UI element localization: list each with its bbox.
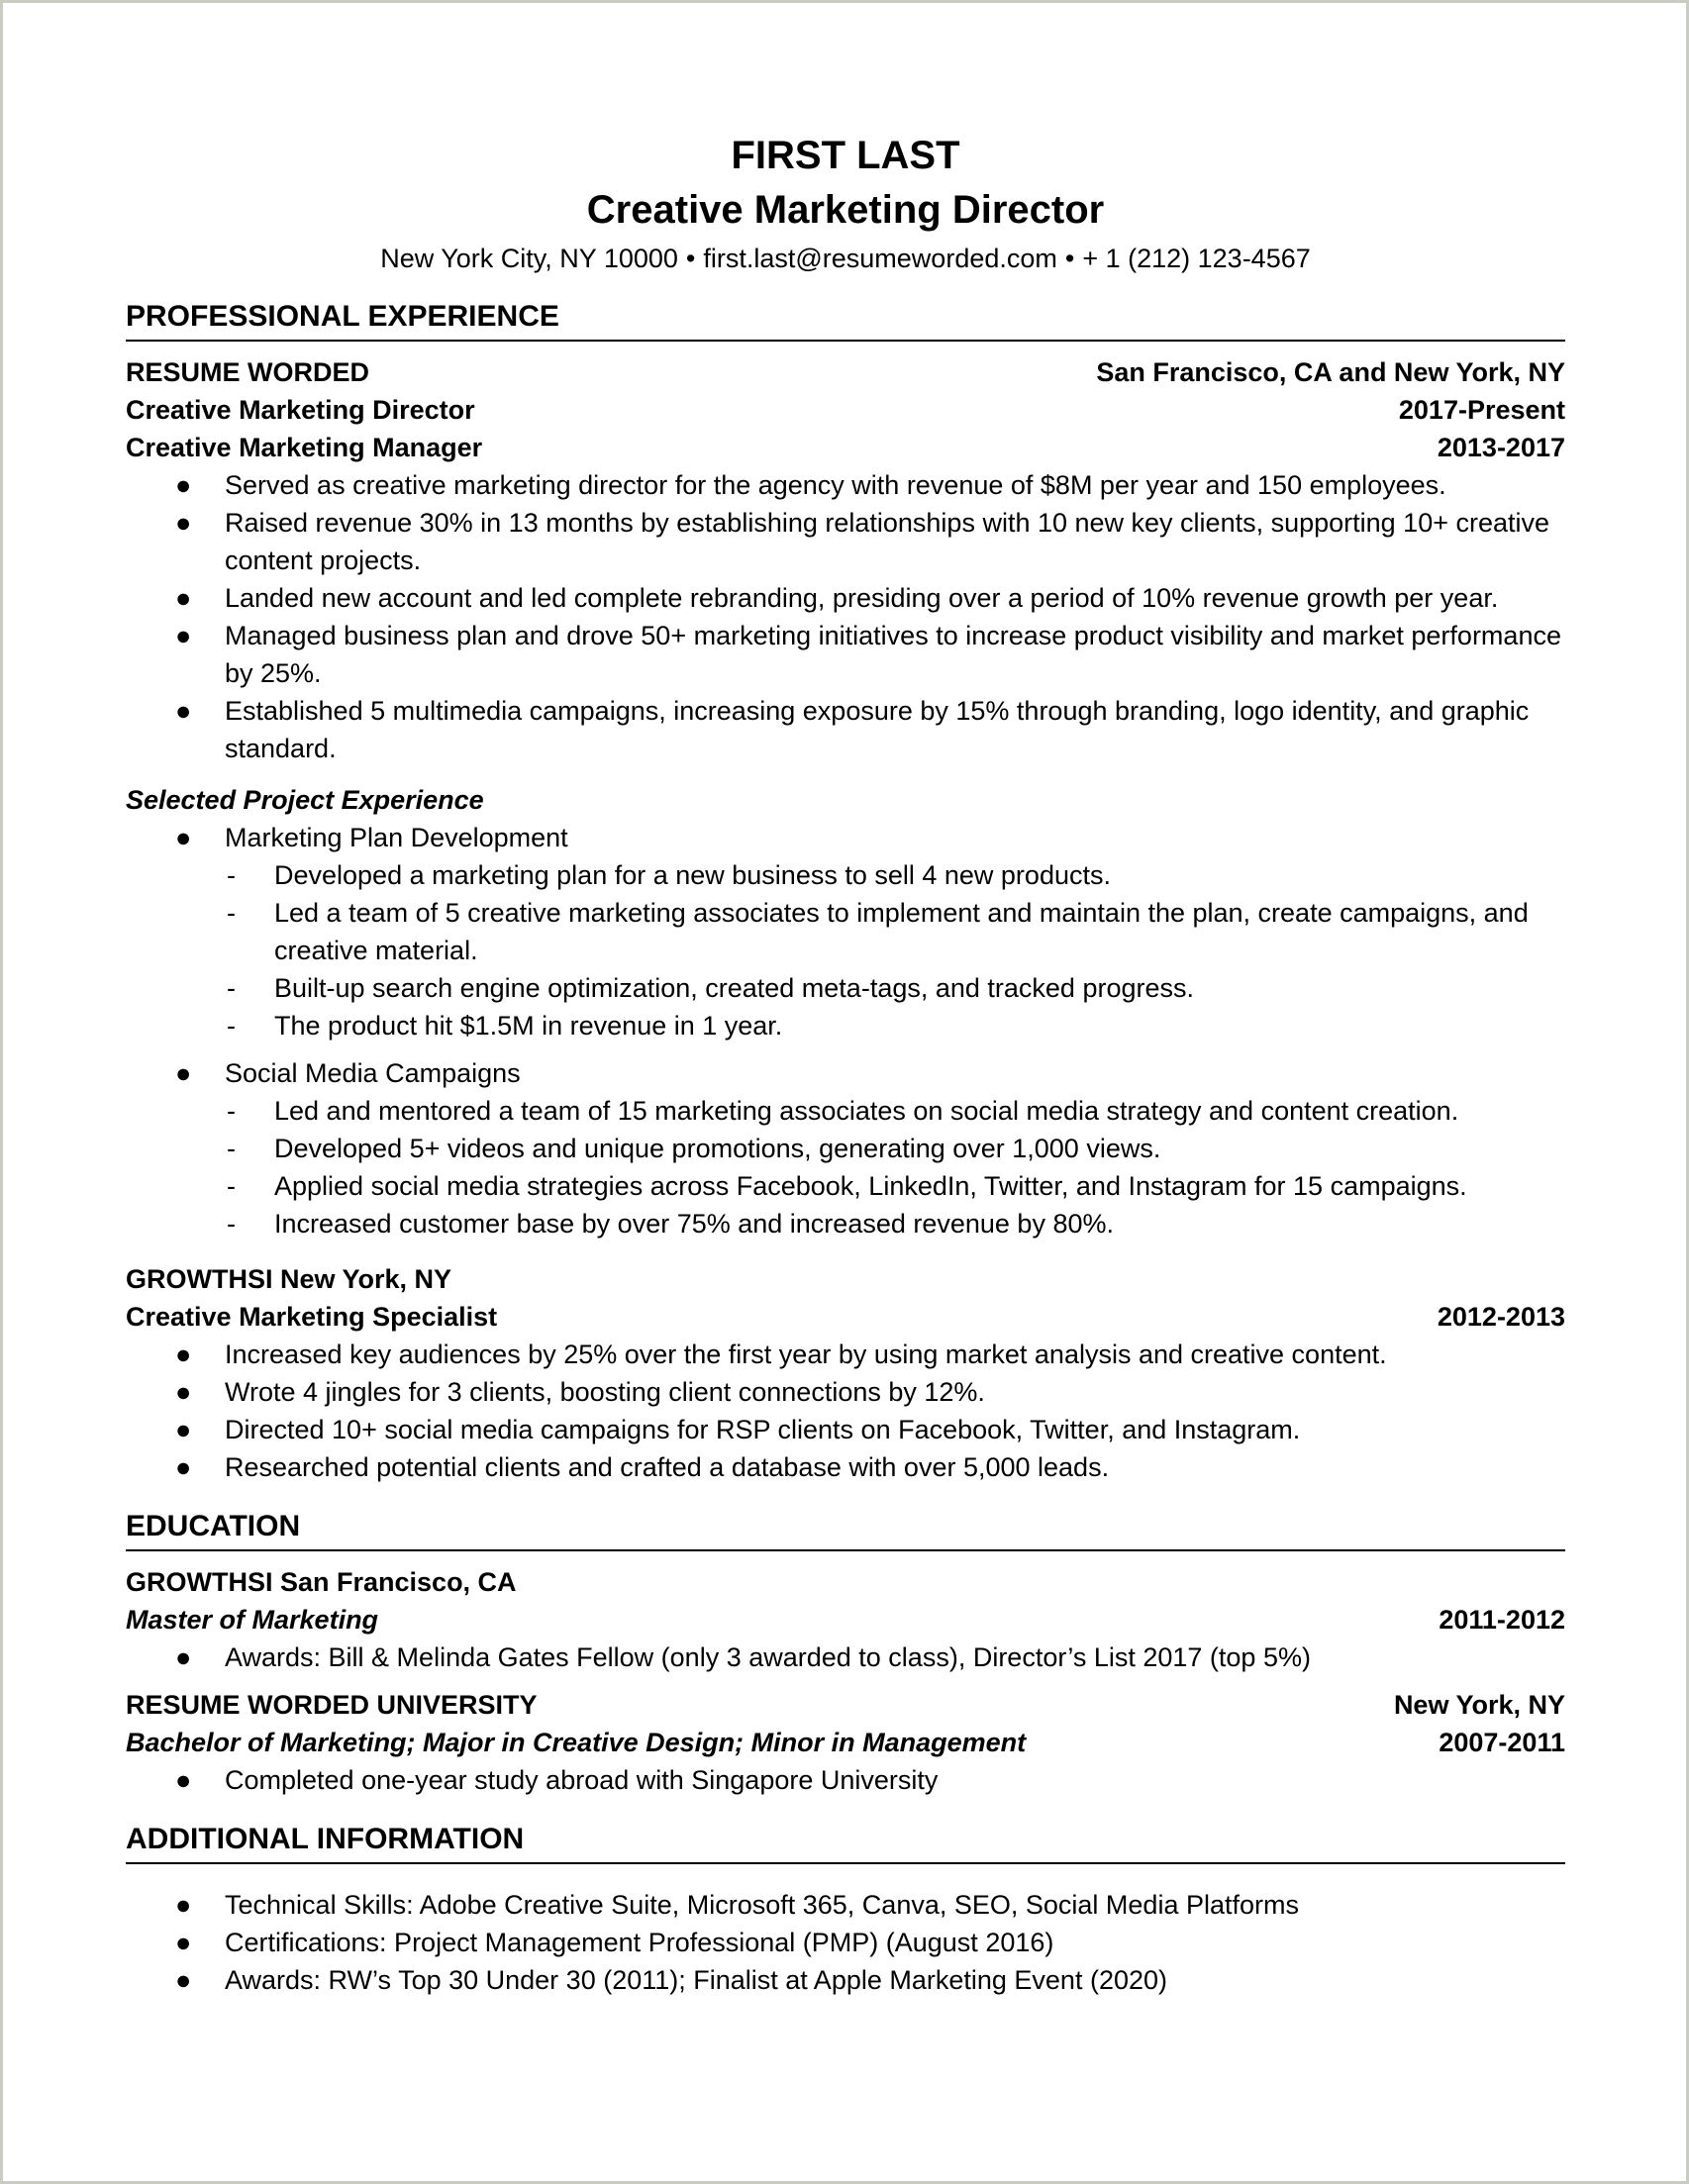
job-header-row: [126, 353, 1565, 391]
list-item: ● Raised revenue 30% in 13 months by establishing relationships with 10 new key clients, supporting 10+ creative content projects.: [126, 504, 1565, 579]
project-detail-list: [126, 1092, 1565, 1242]
degree-row: [126, 1724, 1565, 1761]
bullet-icon: ●: [175, 1890, 192, 1920]
list-item: ● Directed 10+ social media campaigns for RSP clients on Facebook, Twitter, and Instagram.: [126, 1411, 1565, 1448]
company-name: RESUME WORDED: [126, 357, 370, 387]
project-list: [126, 1054, 1565, 1092]
role-dates: 2012-2013: [1437, 1302, 1565, 1332]
school-name: RESUME WORDED UNIVERSITY: [126, 1690, 538, 1720]
bullet-icon: ●: [175, 1415, 192, 1444]
bullet-icon: ●: [175, 621, 192, 650]
degree-dates: 2011-2012: [1439, 1605, 1565, 1635]
bullet-icon: ●: [175, 1377, 192, 1407]
education-bullet-list: [126, 1638, 1565, 1676]
resume-header: [126, 130, 1565, 276]
list-item: - Increased customer base by over 75% and increased revenue by 80%.: [126, 1205, 1565, 1242]
school-name: GROWTHSI San Francisco, CA: [126, 1567, 517, 1597]
contact-line: [126, 241, 1565, 276]
role-row: [126, 391, 1565, 429]
degree-row: [126, 1601, 1565, 1638]
bullet-icon: ●: [175, 1452, 192, 1482]
bullet-icon: ●: [175, 1058, 192, 1088]
bullet-icon: ●: [175, 1340, 192, 1369]
list-item: ● Researched potential clients and crafted a database with over 5,000 leads.: [126, 1448, 1565, 1486]
dash-icon: -: [227, 973, 236, 1003]
projects-heading: Selected Project Experience: [126, 785, 484, 815]
list-item: ● Served as creative marketing director for the agency with revenue of $8M per year and 150 employees.: [126, 466, 1565, 504]
resume-page: [3, 3, 1686, 2181]
bullet-icon: ●: [175, 1965, 192, 1995]
school-header-row: [126, 1563, 1565, 1601]
role-dates: 2017-Present: [1398, 395, 1565, 425]
project-list: [126, 819, 1565, 856]
bullet-icon: ●: [175, 696, 192, 726]
list-item: ● Completed one-year study abroad with Singapore University: [126, 1761, 1565, 1799]
contact-email[interactable]: first.last@resumeworded.com: [703, 244, 1057, 273]
bullet-icon: ●: [175, 1765, 192, 1795]
section-heading-additional: ADDITIONAL INFORMATION: [126, 1821, 1565, 1864]
contact-location: New York City, NY 10000: [380, 244, 678, 273]
list-item: - Developed 5+ videos and unique promotions, generating over 1,000 views.: [126, 1130, 1565, 1167]
role-title: Creative Marketing Specialist: [126, 1302, 498, 1332]
list-item: ● Wrote 4 jingles for 3 clients, boosting client connections by 12%.: [126, 1373, 1565, 1411]
list-item: ● Certifications: Project Management Professional (PMP) (August 2016): [126, 1924, 1565, 1961]
list-item: ● Technical Skills: Adobe Creative Suite, Microsoft 365, Canva, SEO, Social Media Platforms: [126, 1886, 1565, 1924]
candidate-name: FIRST LAST: [731, 134, 960, 177]
company-name: GROWTHSI New York, NY: [126, 1264, 452, 1294]
list-item: ● Awards: Bill & Melinda Gates Fellow (only 3 awarded to class), Director’s List 2017 (top 5%): [126, 1638, 1565, 1676]
job-bullet-list: [126, 466, 1565, 767]
contact-separator: •: [1064, 244, 1075, 273]
dash-icon: -: [227, 1011, 236, 1041]
list-item: - Led and mentored a team of 15 marketing associates on social media strategy and content creation.: [126, 1092, 1565, 1130]
dash-icon: -: [227, 1209, 236, 1239]
additional-bullet-list: [126, 1886, 1565, 1999]
list-item: ● Landed new account and led complete rebranding, presiding over a period of 10% revenue growth per year.: [126, 579, 1565, 617]
project-title: ● Marketing Plan Development: [126, 819, 1565, 856]
contact-separator: •: [685, 244, 696, 273]
bullet-icon: ●: [175, 1928, 192, 1957]
list-item: - Built-up search engine optimization, created meta-tags, and tracked progress.: [126, 969, 1565, 1007]
bullet-icon: ●: [175, 1642, 192, 1672]
degree-title: Master of Marketing: [126, 1605, 379, 1635]
candidate-title: Creative Marketing Director: [586, 188, 1105, 232]
dash-icon: -: [227, 898, 236, 928]
role-title: Creative Marketing Director: [126, 395, 475, 425]
dash-icon: -: [227, 1171, 236, 1201]
degree-dates: 2007-2011: [1439, 1728, 1565, 1757]
job-bullet-list: [126, 1336, 1565, 1486]
bullet-icon: ●: [175, 823, 192, 852]
dash-icon: -: [227, 1096, 236, 1126]
role-title: Creative Marketing Manager: [126, 433, 483, 462]
school-location: New York, NY: [1393, 1690, 1565, 1720]
bullet-icon: ●: [175, 583, 192, 613]
section-heading-experience: PROFESSIONAL EXPERIENCE: [126, 298, 1565, 342]
bullet-icon: ●: [175, 470, 192, 500]
education-bullet-list: [126, 1761, 1565, 1799]
list-item: ● Awards: RW’s Top 30 Under 30 (2011); Finalist at Apple Marketing Event (2020): [126, 1961, 1565, 1999]
list-item: - The product hit $1.5M in revenue in 1 year.: [126, 1007, 1565, 1044]
section-heading-education: EDUCATION: [126, 1508, 1565, 1551]
list-item: - Developed a marketing plan for a new business to sell 4 new products.: [126, 856, 1565, 894]
dash-icon: -: [227, 1134, 236, 1163]
bullet-icon: ●: [175, 508, 192, 538]
school-header-row: [126, 1686, 1565, 1724]
list-item: ● Increased key audiences by 25% over the first year by using market analysis and creative content.: [126, 1336, 1565, 1373]
dash-icon: -: [227, 860, 236, 890]
job-location: San Francisco, CA and New York, NY: [1096, 357, 1565, 387]
role-row: [126, 1298, 1565, 1336]
list-item: - Applied social media strategies across Facebook, LinkedIn, Twitter, and Instagram for 15 campaigns.: [126, 1167, 1565, 1205]
contact-phone[interactable]: + 1 (212) 123-4567: [1082, 244, 1311, 273]
project-detail-list: [126, 856, 1565, 1044]
list-item: ● Established 5 multimedia campaigns, increasing exposure by 15% through branding, logo identity, and graphic standard.: [126, 692, 1565, 767]
list-item: ● Managed business plan and drove 50+ marketing initiatives to increase product visibility and market performance by 25%.: [126, 617, 1565, 692]
role-dates: 2013-2017: [1437, 433, 1565, 462]
project-title: ● Social Media Campaigns: [126, 1054, 1565, 1092]
degree-title: Bachelor of Marketing; Major in Creative Design; Minor in Management: [126, 1728, 1027, 1757]
job-header-row: [126, 1260, 1565, 1298]
list-item: - Led a team of 5 creative marketing associates to implement and maintain the plan, create campaigns, and creative material.: [126, 894, 1565, 969]
role-row: [126, 429, 1565, 466]
